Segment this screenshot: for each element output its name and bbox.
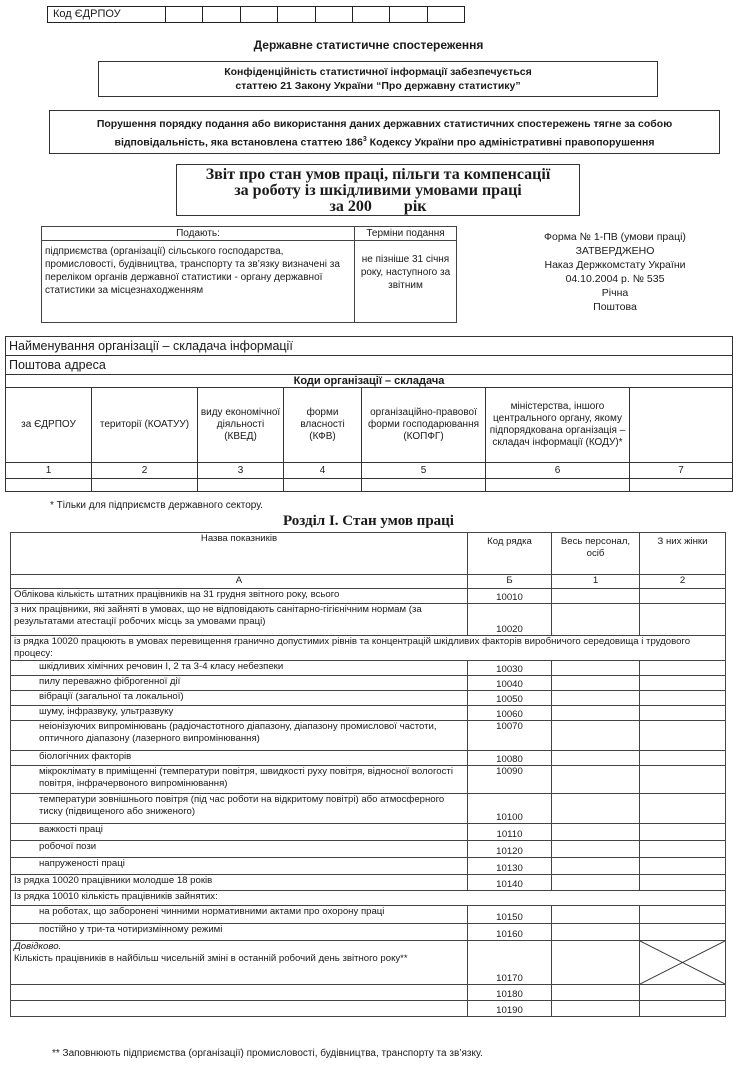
col-header-code: Код рядка: [468, 533, 552, 575]
code-input[interactable]: [284, 479, 362, 492]
row-label: біологічних факторів: [11, 751, 468, 766]
edrpou-code-grid[interactable]: [47, 6, 465, 23]
edrpou-cell[interactable]: [166, 7, 203, 22]
value-cell[interactable]: [640, 721, 726, 751]
value-cell[interactable]: [552, 721, 640, 751]
value-cell[interactable]: [640, 794, 726, 824]
table-row: [11, 875, 726, 891]
warning-line-1: Порушення порядку подання або використання даних державних статистичних спостережень тягне за собою: [96, 118, 673, 130]
row-label: важкості праці: [11, 824, 468, 841]
value-cell[interactable]: [640, 706, 726, 721]
row-code: 10080: [468, 751, 552, 766]
code-col-kved: виду економічної діяльності (КВЕД): [198, 388, 284, 463]
edrpou-cell[interactable]: [203, 7, 240, 22]
submission-table: [41, 226, 457, 323]
violation-warning: [49, 110, 720, 154]
shift-count-label: Кількість працівників в найбільш чисельній зміні в останній робочий день звітного року**: [14, 952, 408, 964]
col-letter: 2: [640, 575, 726, 589]
report-title: [176, 164, 580, 216]
cross-mark-icon: [640, 941, 725, 984]
row-label[interactable]: [11, 985, 468, 1001]
value-cell[interactable]: [640, 766, 726, 794]
value-cell[interactable]: [552, 706, 640, 721]
code-col-kodu: міністерства, іншого центрального органу, якому підпорядкована організація – складач інформації (КОДУ)*: [486, 388, 630, 463]
value-cell[interactable]: [552, 751, 640, 766]
code-num: 4: [284, 463, 362, 479]
submitters-text: підприємства (організації) сільського господарства, промисловості, будівництва, транспорту та зв’язку визначені за переліком органів державної статистики - органу державної статистики за місцезнаходженням: [42, 241, 355, 323]
row-label: на роботах, що заборонені чинними нормативними актами про охорону праці: [11, 906, 468, 924]
row-code: 10090: [468, 766, 552, 794]
row-code: 10170: [468, 941, 552, 985]
row-label: шуму, інфразвуку, ультразвуку: [11, 706, 468, 721]
row-code: 10140: [468, 875, 552, 891]
row-code: 10020: [468, 604, 552, 636]
table-row: [11, 676, 726, 691]
edrpou-label: Код ЄДРПОУ: [48, 7, 166, 22]
table-row: [11, 706, 726, 721]
value-cell[interactable]: [552, 824, 640, 841]
table-row: [11, 1001, 726, 1017]
table-row: [11, 906, 726, 924]
row-code: 10060: [468, 706, 552, 721]
organization-name-field[interactable]: Найменування організації – складача інформації: [6, 337, 733, 356]
code-input[interactable]: [92, 479, 198, 492]
report-title-line-3: за 200 рік: [329, 198, 427, 215]
form-approval-block: [520, 230, 710, 314]
document-header: Державне статистичне спостереження: [253, 38, 484, 52]
submitters-header: Подають:: [42, 227, 355, 241]
code-num: 3: [198, 463, 284, 479]
code-num: 7: [630, 463, 733, 479]
row-label: робочої пози: [11, 841, 468, 858]
col-letter: 1: [552, 575, 640, 589]
table-row: [11, 824, 726, 841]
row-code: 10180: [468, 985, 552, 1001]
order-date: 04.10.2004 р. № 535: [565, 273, 665, 285]
edrpou-cell[interactable]: [278, 7, 315, 22]
value-cell[interactable]: [640, 824, 726, 841]
value-cell[interactable]: [640, 924, 726, 941]
value-cell[interactable]: [640, 985, 726, 1001]
row-code: 10130: [468, 858, 552, 875]
code-num: 1: [6, 463, 92, 479]
row-code: 10050: [468, 691, 552, 706]
table-row: [11, 766, 726, 794]
col-letter: А: [11, 575, 468, 589]
table-row: [11, 636, 726, 661]
table-row: [11, 751, 726, 766]
value-cell[interactable]: [552, 841, 640, 858]
code-num: 2: [92, 463, 198, 479]
code-col-edrpou: за ЄДРПОУ: [6, 388, 92, 463]
col-header-women: З них жінки: [640, 533, 726, 575]
row-label: неіонізуючих випромінювань (радіочастотного діапазону, діапазону промислової частоти, оптичного діапазону (лазерного випромінювання): [11, 721, 468, 751]
code-num: 5: [362, 463, 486, 479]
value-cell[interactable]: [640, 691, 726, 706]
row-label: з них працівники, які зайняті в умовах, що не відповідають санітарно-гігієнічним нормам (за результатами атестації робочих місць за умовами праці): [11, 604, 468, 636]
section-title: Розділ І. Стан умов праці: [283, 513, 454, 529]
table-row: [11, 794, 726, 824]
edrpou-cell[interactable]: [428, 7, 464, 22]
row-label: температури зовнішнього повітря (під час роботи на відкритому повітрі) або атмосферного тиску (підвищеного або зниженого): [11, 794, 468, 824]
value-cell[interactable]: [640, 751, 726, 766]
value-cell[interactable]: [552, 589, 640, 604]
value-cell[interactable]: [640, 1001, 726, 1017]
row-label: із рядка 10020 працюють в умовах перевищення гранично допустимих рівнів та концентрацій шкідливих факторів виробничого середовища і трудового процесу:: [11, 636, 726, 661]
value-cell[interactable]: [552, 941, 640, 985]
codes-header: Коди організації – складача: [6, 375, 733, 388]
report-title-line-1: Звіт про стан умов праці, пільги та компенсації: [205, 166, 551, 183]
value-cell[interactable]: [552, 661, 640, 676]
value-cell[interactable]: [552, 985, 640, 1001]
value-cell[interactable]: [640, 604, 726, 636]
delivery-method: Поштова: [593, 301, 637, 313]
row-label: [11, 941, 468, 985]
edrpou-cell[interactable]: [316, 7, 353, 22]
code-num: 6: [486, 463, 630, 479]
deadline-header: Терміни подання: [355, 227, 457, 241]
row-label: Із рядка 10010 кількість працівників зайнятих:: [11, 891, 726, 906]
row-code: 10190: [468, 1001, 552, 1017]
row-code: 10100: [468, 794, 552, 824]
code-input[interactable]: [362, 479, 486, 492]
value-cell[interactable]: [640, 858, 726, 875]
code-col-koatuu: території (КОАТУУ): [92, 388, 198, 463]
table-row: [11, 891, 726, 906]
value-cell[interactable]: [552, 906, 640, 924]
organization-codes-table: [5, 374, 733, 492]
edrpou-cell[interactable]: [241, 7, 278, 22]
table-row: [11, 661, 726, 676]
approved-label: ЗАТВЕРДЖЕНО: [575, 245, 655, 257]
value-cell[interactable]: [640, 676, 726, 691]
table-row: [11, 924, 726, 941]
code-col-7: [630, 388, 733, 463]
row-code: 10120: [468, 841, 552, 858]
value-cell[interactable]: [552, 766, 640, 794]
working-conditions-table: [10, 532, 726, 1017]
code-input[interactable]: [198, 479, 284, 492]
value-cell[interactable]: [552, 858, 640, 875]
row-label: пилу переважно фіброгенної дії: [11, 676, 468, 691]
value-cell[interactable]: [640, 589, 726, 604]
row-code: 10010: [468, 589, 552, 604]
table-row: [11, 858, 726, 875]
crossed-out-cell: [640, 941, 726, 985]
col-header-name: Назва показників: [11, 533, 468, 575]
row-label: постійно у три-та чотиризмінному режимі: [11, 924, 468, 941]
table-row: [11, 941, 726, 985]
report-title-line-2: за роботу із шкідливими умовами праці: [234, 182, 522, 199]
row-label: напруженості праці: [11, 858, 468, 875]
footnote-state-sector: * Тільки для підприємств державного сектору.: [50, 500, 264, 511]
edrpou-cell[interactable]: [390, 7, 427, 22]
value-cell[interactable]: [640, 661, 726, 676]
col-header-all-staff: Весь персонал, осіб: [552, 533, 640, 575]
row-label: Із рядка 10020 працівники молодше 18 років: [11, 875, 468, 891]
deadline-text: не пізніше 31 січня року, наступного за звітним: [355, 241, 457, 323]
value-cell[interactable]: [552, 1001, 640, 1017]
row-code: 10030: [468, 661, 552, 676]
table-row: [11, 841, 726, 858]
row-label: шкідливих хімічних речовин І, 2 та 3-4 класу небезпеки: [11, 661, 468, 676]
order-name: Наказ Держкомстату України: [544, 259, 686, 271]
row-label: вібрації (загальної та локальної): [11, 691, 468, 706]
value-cell[interactable]: [552, 794, 640, 824]
col-letter: Б: [468, 575, 552, 589]
code-col-kopfg: організаційно-правової форми господарювання (КОПФГ): [362, 388, 486, 463]
row-label: Облікова кількість штатних працівників на 31 грудня звітного року, всього: [11, 589, 468, 604]
value-cell[interactable]: [552, 691, 640, 706]
reference-label: Довідково.: [14, 941, 62, 952]
row-code: 10150: [468, 906, 552, 924]
organization-info: [5, 336, 733, 375]
value-cell[interactable]: [552, 604, 640, 636]
table-row: [11, 721, 726, 751]
code-col-kfv: форми власності (КФВ): [284, 388, 362, 463]
table-row: [11, 691, 726, 706]
footnote-industries: ** Заповнюють підприємства (організації) промисловості, будівництва, транспорту та зв’язку.: [52, 1048, 483, 1059]
periodicity: Річна: [601, 287, 629, 299]
edrpou-cell[interactable]: [353, 7, 390, 22]
code-input[interactable]: [630, 479, 733, 492]
value-cell[interactable]: [552, 676, 640, 691]
value-cell[interactable]: [640, 906, 726, 924]
confidentiality-line-1: Конфіденційність статистичної інформації забезпечується: [224, 66, 532, 78]
code-input[interactable]: [6, 479, 92, 492]
row-code: 10110: [468, 824, 552, 841]
row-code: 10040: [468, 676, 552, 691]
form-number: Форма № 1-ПВ (умови праці): [544, 231, 686, 243]
value-cell[interactable]: [552, 875, 640, 891]
row-label: мікроклімату в приміщенні (температури повітря, швидкості руху повітря, відносної вологості повітря, інфрачервоного випромінювання): [11, 766, 468, 794]
value-cell[interactable]: [640, 841, 726, 858]
table-row: [11, 985, 726, 1001]
row-code: 10160: [468, 924, 552, 941]
table-row: [11, 604, 726, 636]
code-input[interactable]: [486, 479, 630, 492]
value-cell[interactable]: [552, 924, 640, 941]
value-cell[interactable]: [640, 875, 726, 891]
confidentiality-notice: [98, 61, 658, 97]
row-label[interactable]: [11, 1001, 468, 1017]
row-code: 10070: [468, 721, 552, 751]
confidentiality-line-2: статтею 21 Закону України “Про державну статистику”: [235, 80, 521, 92]
postal-address-field[interactable]: Поштова адреса: [6, 356, 733, 375]
warning-line-2: відповідальність, яка встановлена статтею $186^3$ Кодексу України про адміністративні правопорушення: [114, 136, 655, 149]
table-row: [11, 589, 726, 604]
